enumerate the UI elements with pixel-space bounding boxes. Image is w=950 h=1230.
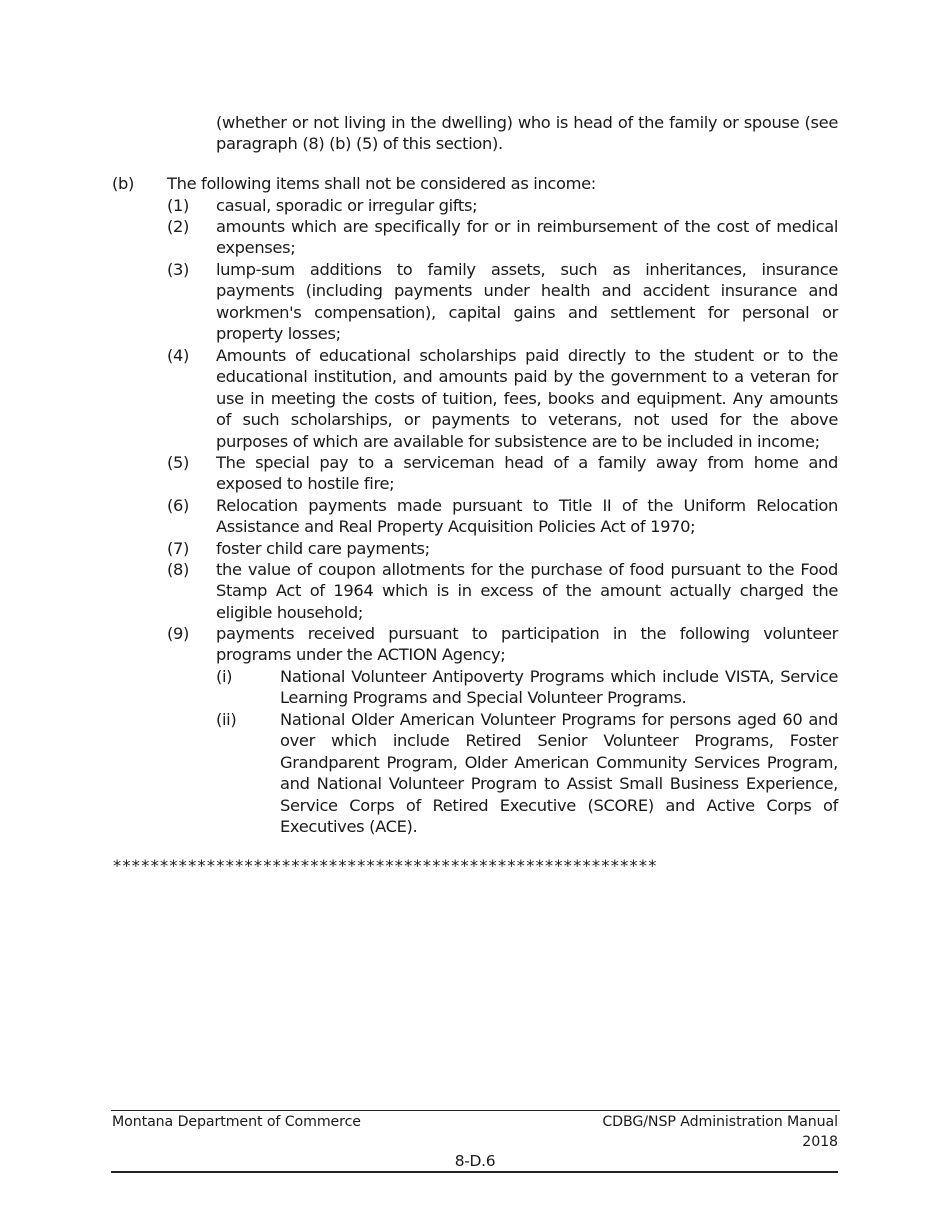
section-b-intro: The following items shall not be considered as income: xyxy=(167,174,596,193)
item-label: (2) xyxy=(167,217,190,236)
subitem-text: National Older American Volunteer Programs for persons aged 60 and over which include Retired Senior Volunteer Programs, Foster Grandparent Program, Older American Community Services Program, and National Volunteer Program to Assist Small Business Experience, Service Corps of Retired Executive (SCORE) and Active Corps of Executives (ACE). xyxy=(280,710,838,837)
footer-bottom-rule xyxy=(111,1171,838,1173)
footer-department: Montana Department of Commerce xyxy=(112,1114,361,1130)
item-label: (4) xyxy=(167,346,190,365)
subitem-label: (i) xyxy=(216,667,233,686)
item-label: (8) xyxy=(167,560,190,579)
item-text: The special pay to a serviceman head of a family away from home and exposed to hostile fire; xyxy=(216,453,838,494)
item-text: foster child care payments; xyxy=(216,539,430,558)
item-label: (3) xyxy=(167,260,190,279)
footer-year: 2018 xyxy=(802,1134,838,1150)
item-label: (6) xyxy=(167,496,190,515)
footer-manual-name: CDBG/NSP Administration Manual xyxy=(602,1114,838,1130)
item-label: (1) xyxy=(167,196,190,215)
item-text: Amounts of educational scholarships paid directly to the student or to the educational institution, and amounts paid by the government to a veteran for use in meeting the costs of tuition, fees, books and equipment. Any amounts of such scholarships, or payments to veterans, not used for the above purposes of which are available for subsistence are to be included in income; xyxy=(216,346,838,451)
footer-manual-title xyxy=(602,1112,838,1152)
page-number: 8-D.6 xyxy=(454,1152,496,1170)
item-text: the value of coupon allotments for the purchase of food pursuant to the Food Stamp Act of 1964 which is in excess of the amount actually charged the eligible household; xyxy=(216,560,838,622)
separator-asterisks: ********************************************************** xyxy=(113,856,658,875)
item-label: (5) xyxy=(167,453,190,472)
subitem-label: (ii) xyxy=(216,710,237,729)
item-text: Relocation payments made pursuant to Title II of the Uniform Relocation Assistance and Real Property Acquisition Policies Act of 1970; xyxy=(216,496,838,537)
item-text: lump-sum additions to family assets, such as inheritances, insurance payments (including payments under health and accident insurance and workmen's compensation), capital gains and settlement for personal or property losses; xyxy=(216,260,838,344)
item-text: amounts which are specifically for or in reimbursement of the cost of medical expenses; xyxy=(216,217,838,258)
footer-top-rule xyxy=(111,1110,840,1111)
item-text: payments received pursuant to participation in the following volunteer programs under the ACTION Agency; xyxy=(216,624,838,665)
continuation-paragraph: (whether or not living in the dwelling) who is head of the family or spouse (see paragraph (8) (b) (5) of this section). xyxy=(216,113,838,154)
item-text: casual, sporadic or irregular gifts; xyxy=(216,196,478,215)
item-label: (7) xyxy=(167,539,190,558)
subitem-text: National Volunteer Antipoverty Programs which include VISTA, Service Learning Programs and Special Volunteer Programs. xyxy=(280,667,838,708)
section-b-label: (b) xyxy=(112,174,134,193)
item-label: (9) xyxy=(167,624,190,643)
